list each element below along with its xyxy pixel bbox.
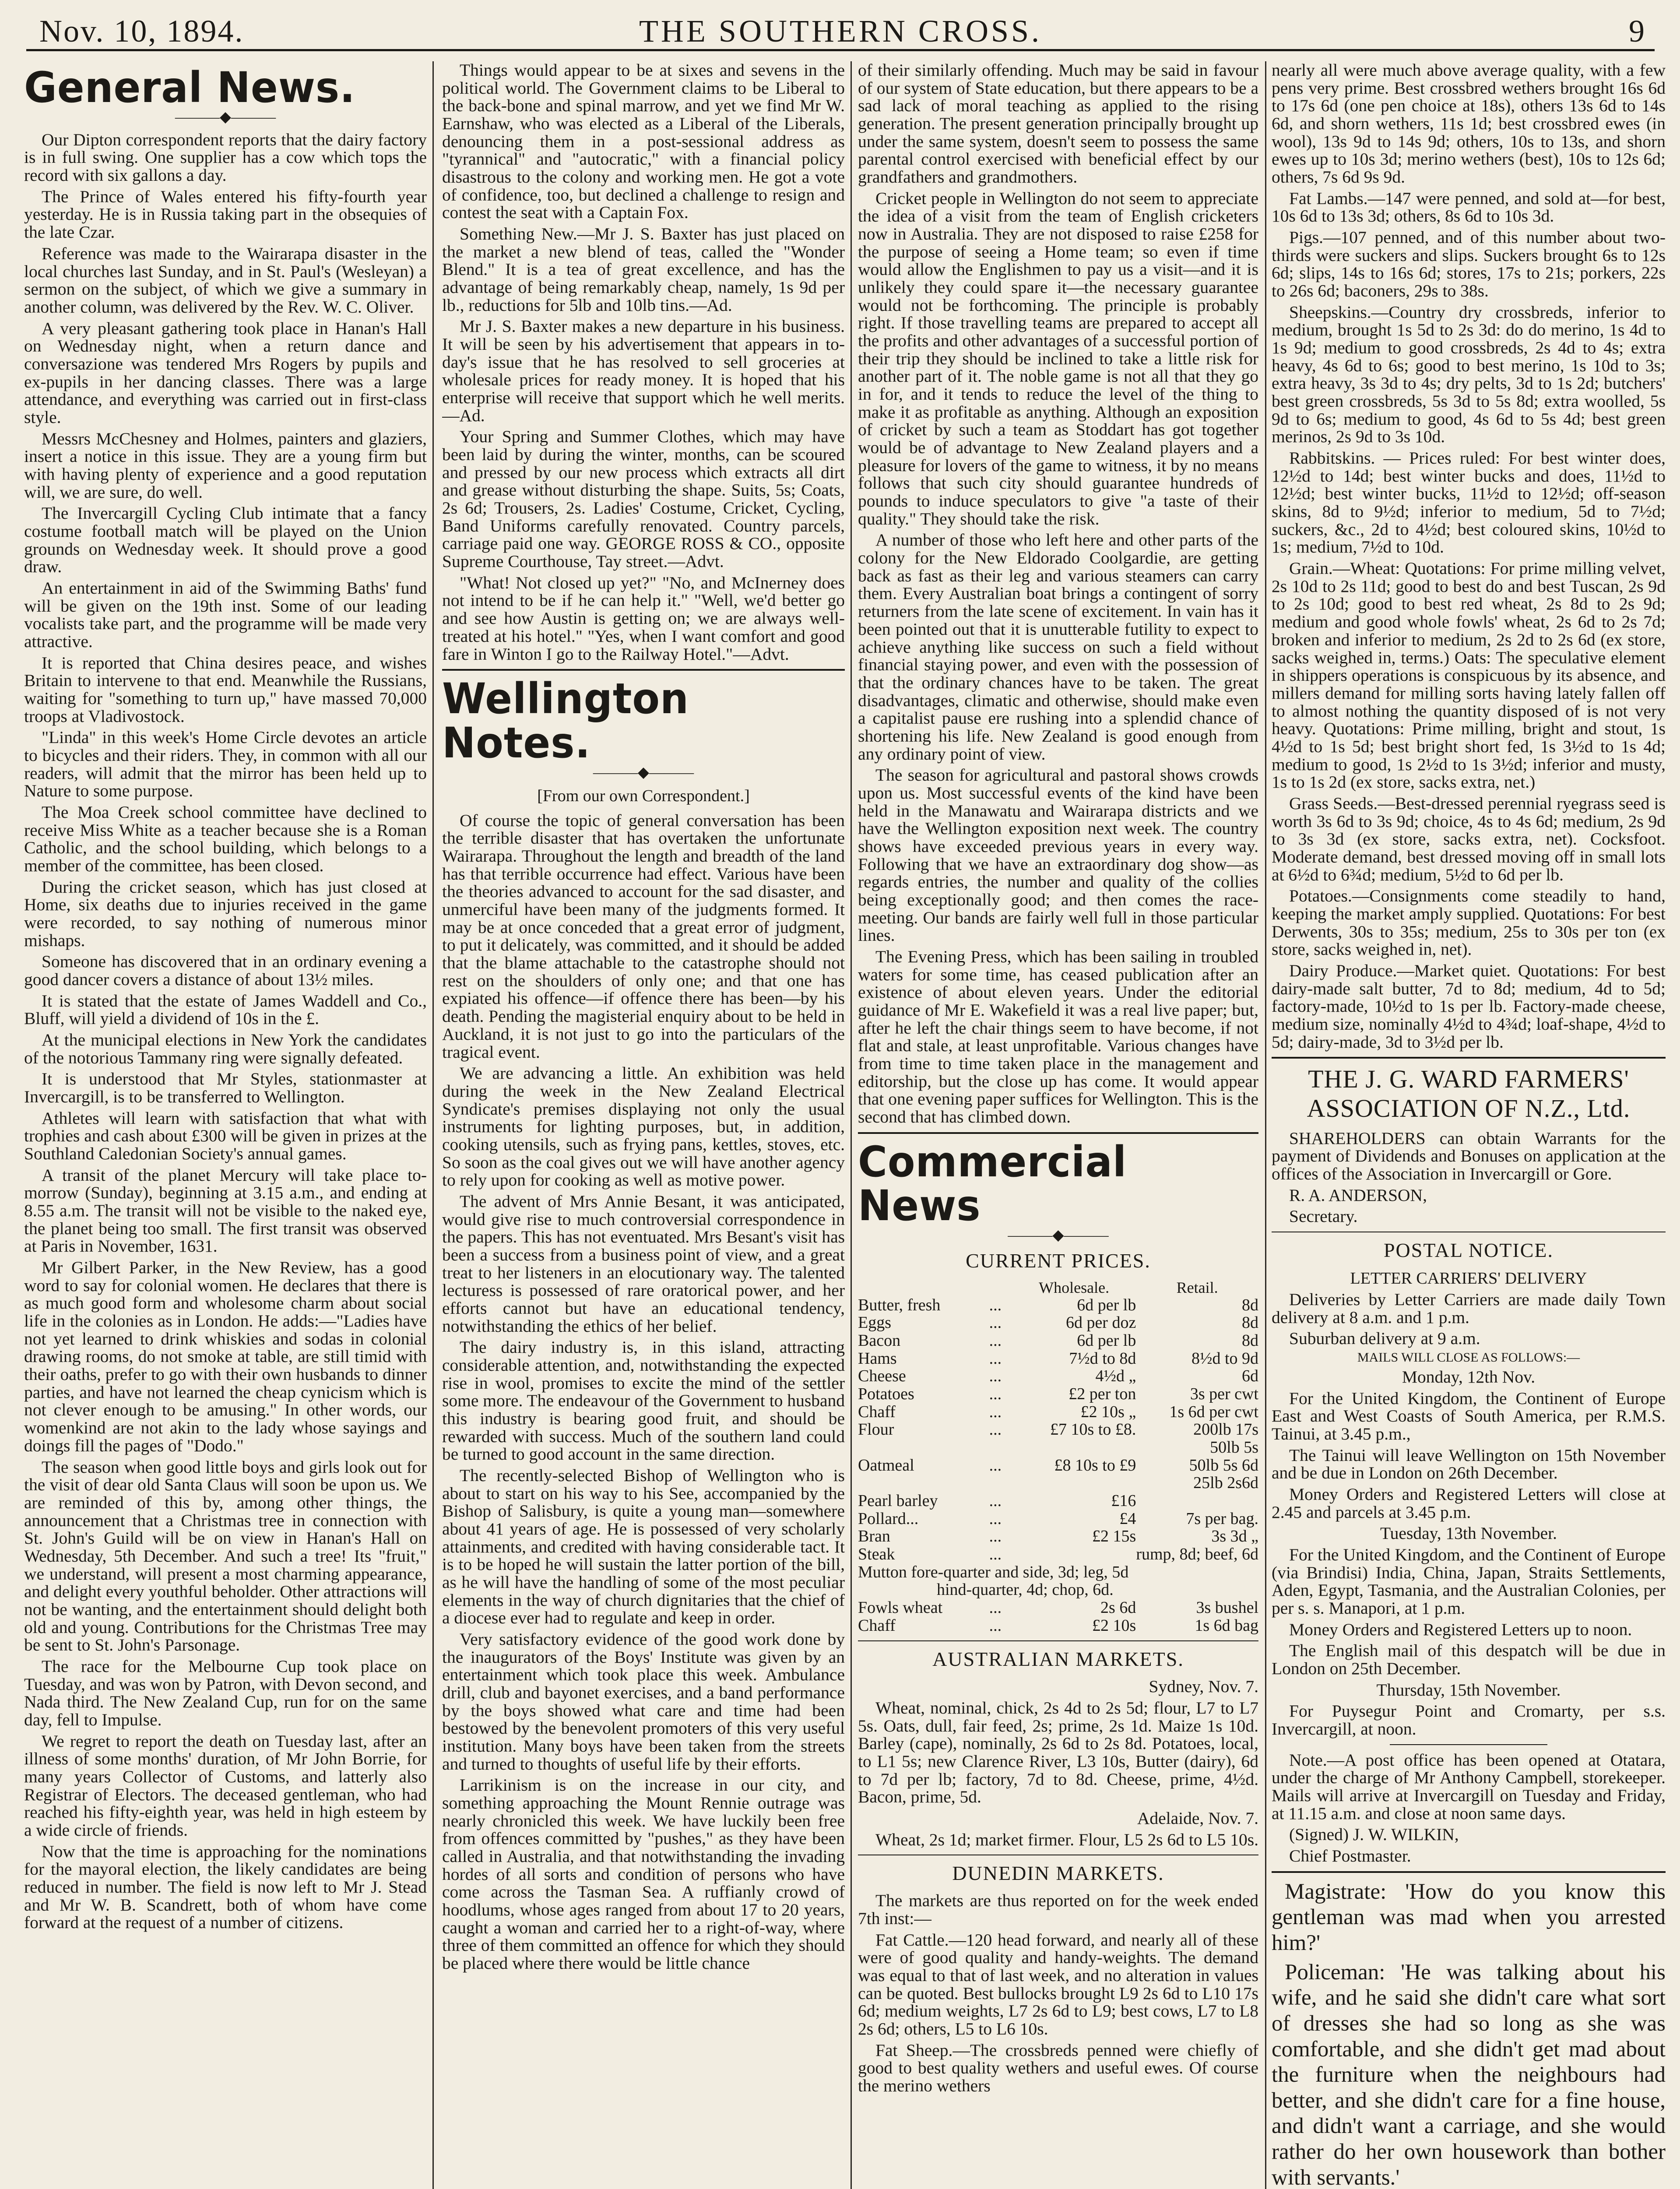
table-cell: rump, 8d; beef, 6d bbox=[1136, 1545, 1258, 1563]
news-paragraph: The season for agricultural and pastoral shows crowds upon us. Most successful events of the kind have been held in the Manawatu and Wairarapa districts and we have the Wellington exposition next week. The country shows have exceeded previous years in every way. Following that we have an extraordinary dog show—as regards entries, the number and quality of the collies being exceptionally good; and then comes the race-meeting. Our bands are fairly well full in those particular lines. bbox=[858, 765, 1258, 945]
market-paragraph: Dairy Produce.—Market quiet. Quotations: For best dairy-made salt butter, 7d to 8d; medium, 4d to 5d; factory-made, 10½d to 1s per lb. Factory-made cheese, medium size, nominally 4½d to 4¾d; loaf-shape, 4½d to 5d; dairy-made, 3d to 3½d per lb. bbox=[1272, 961, 1666, 1052]
dunedin-markets-title: DUNEDIN MARKETS. bbox=[952, 1862, 1164, 1885]
table-cell bbox=[1136, 1492, 1258, 1510]
column-2 bbox=[442, 61, 845, 2189]
table-cell: Butter, fresh bbox=[858, 1295, 941, 1314]
postal-notice-title: POSTAL NOTICE. bbox=[1383, 1239, 1554, 1262]
table-cell: Bacon bbox=[858, 1331, 901, 1350]
table-header: Retail. bbox=[1176, 1279, 1218, 1297]
ward-association-title: THE J. G. WARD FARMERS' ASSOCIATION OF N.Z., Ltd. bbox=[1307, 1065, 1631, 1123]
section-rule bbox=[858, 1132, 1258, 1134]
table-cell bbox=[1012, 1474, 1136, 1492]
table-cell: Fowls wheat bbox=[858, 1598, 943, 1617]
table-row bbox=[858, 1439, 1258, 1457]
news-paragraph: Things would appear to be at sixes and sevens in the political world. The Government claims to be Liberal to the back-bone and spinal marrow, and yet we find Mr W. Earnshaw, who was elected as a Liberal of the Liberals, denouncing them in a post-sessional address as "tyrannical" and "autocratic," with a financial policy disastrous to the colony and working men. He got a vote of confidence, too, but declined a challenge to resign and contest the seat with a Captain Fox. bbox=[442, 61, 845, 222]
table-row bbox=[858, 1314, 1258, 1332]
table-cell: ... bbox=[989, 1331, 1002, 1350]
table-cell: £2 per ton bbox=[1068, 1385, 1136, 1404]
news-paragraph: Our Dipton correspondent reports that the dairy factory is in full swing. One supplier has a cow which tops the record with six gallons a day. bbox=[24, 130, 427, 185]
postal-line: Money Orders and Registered Letters up to noon. bbox=[1289, 1619, 1632, 1639]
table-cell: Pollard... bbox=[858, 1509, 919, 1528]
section-rule bbox=[1272, 1871, 1666, 1873]
table-row bbox=[858, 1367, 1258, 1385]
adelaide-report: Wheat, 2s 1d; market firmer. Flour, L5 2s 6d to L5 10s. bbox=[875, 1830, 1258, 1849]
section-rule bbox=[1390, 1744, 1547, 1745]
table-cell: 50lb 5s bbox=[1210, 1438, 1258, 1457]
news-paragraph: Cricket people in Wellington do not seem to appreciate the idea of a visit from the team of English cricketers now in Australia. They are not disposed to raise £258 for the purpose of seeing a Home team; so even if time would allow the Englishmen to pay us a visit—and it is unlikely they could spare it—the necessary guarantee would not be forthcoming. The principle is probably right. If those travelling teams are prepared to accept all the profits and other advantages of a successful portion of their trip they should be inclined to take a little risk for another part of it. The noble game is not all that they go in for, and it tends to reduce the level of the thing to make it as profitable as anything. Although an exposition of cricket by such a team as Stoddart has got together would be of advantage to New Zealand players and a pleasure for lovers of the game to witness, it by no means follows that such city should guarantee hundreds of pounds to induce speculators to give "a taste of their quality." They should take the risk. bbox=[858, 188, 1258, 528]
table-cell: ... bbox=[989, 1527, 1002, 1546]
news-paragraph: Mr Gilbert Parker, in the New Review, has a good word to say for colonial women. He declares that there is as much good form and wholesome charm about social life in the colonies as in London. He adds:—"Ladies have not yet learned to drink whiskies and sodas in colonial drawing rooms, do not smoke at table, are still timid with their oaths, prefer to go with their own husbands to dinner parties, and have not learned the cheap cynicism which is not clever enough to be amusing." In other words, our womenkind are not akin to the lady whose sayings and doings fill the pages of "Dodo." bbox=[24, 1258, 427, 1455]
notice-signature: R. A. ANDERSON, bbox=[1289, 1185, 1427, 1205]
postal-line: Suburban delivery at 9 a.m. bbox=[1289, 1329, 1480, 1348]
joke-paragraph: Policeman: 'He was talking about his wife, and he said she didn't care what sort of dresses she had so long as she was comfortable, and she didn't get mad about the furniture when the neighbours had better, and she didn't care for a fine house, and didn't want a carriage, and she would rather do her own housework than bother with servants.' bbox=[1272, 1960, 1666, 2189]
postal-signature-title: Chief Postmaster. bbox=[1289, 1846, 1411, 1866]
column-3 bbox=[858, 61, 1258, 2189]
table-cell bbox=[858, 1439, 989, 1457]
section-rule bbox=[1272, 1057, 1666, 1059]
table-cell: 2s 6d bbox=[1100, 1598, 1136, 1617]
table-cell: 4½d „ bbox=[1095, 1367, 1136, 1386]
news-paragraph: A transit of the planet Mercury will take place to-morrow (Sunday), beginning at 3.15 a.m., and ending at 8.55 a.m. The transit will not be visible to the naked eye, the planet being too small. The first transit was observed at Paris in November, 1631. bbox=[24, 1165, 427, 1256]
table-cell: £8 10s to £9 bbox=[1054, 1456, 1136, 1475]
table-cell: 6d per doz bbox=[1065, 1313, 1136, 1332]
table-cell: Pearl barley bbox=[858, 1491, 938, 1510]
table-row bbox=[858, 1332, 1258, 1350]
wellington-notes-heading: Wellington Notes. bbox=[442, 674, 689, 767]
notice-role: Secretary. bbox=[1289, 1207, 1358, 1226]
column-rule bbox=[851, 61, 852, 2189]
table-cell: ... bbox=[989, 1491, 1002, 1510]
market-paragraph: Pigs.—107 penned, and of this number about two-thirds were suckers and slips. Suckers brought 6s to 12s 6d; slips, 14s to 16s 6d; stores, 17s to 21s; porkers, 22s to 26s 6d; baconers, 29s to 38s. bbox=[1272, 228, 1666, 301]
table-row bbox=[858, 1527, 1258, 1545]
table-cell: Hams bbox=[858, 1349, 897, 1368]
news-paragraph: It is understood that Mr Styles, stationmaster at Invercargill, is to be transferred to Wellington. bbox=[24, 1069, 427, 1107]
page-number: 9 bbox=[1629, 14, 1646, 49]
joke-paragraph: Magistrate: 'How do you know this gentleman was mad when you arrested him?' bbox=[1272, 1879, 1666, 1955]
postal-line: For Puysegur Point and Cromarty, per s.s. Invercargill, at noon. bbox=[1272, 1701, 1666, 1739]
news-paragraph: Someone has discovered that in an ordinary evening a good dancer covers a distance of about 13½ miles. bbox=[24, 952, 427, 989]
table-cell bbox=[1012, 1545, 1136, 1563]
news-paragraph: Very satisfactory evidence of the good work done by the inaugurators of the Boys' Institute was given by an entertainment which took place this week. Ambulance drill, club and bayonet exercises, and a band performance by the boys showed what care and time had been bestowed by the benevolent promoters of this very useful institution. Many boys have been taken from the streets and turned to thoughts of useful life by their efforts. bbox=[442, 1629, 845, 1774]
table-row bbox=[858, 1563, 1258, 1581]
news-paragraph: The Evening Press, which has been sailing in troubled waters for some time, has ceased publication after an existence of about eleven years. Under the editorial guidance of Mr E. Wakefield it was a real live paper; but, after he left the chair things seem to have become, if not flat and stale, at least unprofitable. Various changes have from time to time taken place in the management and editorship, but the close up has come. It would appear that one evening paper suffices for Wellington. This is the second that has climbed down. bbox=[858, 947, 1258, 1126]
adelaide-dateline: Adelaide, Nov. 7. bbox=[1137, 1808, 1258, 1828]
table-row bbox=[858, 1599, 1258, 1617]
table-cell: ... bbox=[989, 1385, 1002, 1404]
table-row bbox=[858, 1296, 1258, 1314]
table-row bbox=[858, 1581, 1258, 1599]
table-cell: £2 10s „ bbox=[1080, 1402, 1136, 1421]
column-1 bbox=[24, 61, 427, 2189]
news-paragraph: At the municipal elections in New York the candidates of the notorious Tammany ring were signally defeated. bbox=[24, 1030, 427, 1067]
table-cell bbox=[989, 1474, 1012, 1492]
market-paragraph: Fat Cattle.—120 head forward, and nearly all of these were of good quality and handy-weights. The demand was equal to that of last week, and no alteration in values can be quoted. Best bullocks brought L9 2s 6d to L10 17s 6d; medium weights, L7 2s 6d to L9; best cows, L7 to L8 2s 6d; others, L5 to L6 10s. bbox=[858, 1930, 1258, 2038]
column-rule bbox=[432, 61, 434, 2189]
postal-line: Tuesday, 13th November. bbox=[1380, 1524, 1557, 1543]
postal-line: The English mail of this despatch will be due in London on 25th December. bbox=[1272, 1641, 1666, 1678]
column-rule bbox=[1265, 61, 1266, 2189]
table-cell: 1s 6d per cwt bbox=[1169, 1402, 1258, 1421]
australian-markets-title: AUSTRALIAN MARKETS. bbox=[932, 1648, 1184, 1671]
general-news-body bbox=[24, 131, 427, 1932]
table-row bbox=[858, 1350, 1258, 1368]
news-paragraph: The recently-selected Bishop of Wellington who is about to start on his way to his See, accompanied by the Bishop of Salisbury, is quite a young man—somewhere about 41 years of age. He is possessed of very scholarly attainments, and credited with having considerable tact. It is to be hoped he will sustain the latter portion of the bill, as he will have the handling of some of the most peculiar elements in the way of church dignitaries that the chief of a diocese ever had to regulate and keep in order. bbox=[442, 1465, 845, 1628]
table-cell: 3s bushel bbox=[1196, 1598, 1258, 1617]
commercial-news-heading: Commercial News bbox=[858, 1137, 1127, 1231]
news-paragraph: It is stated that the estate of James Waddell and Co., Bluff, will yield a dividend of 10s in the £. bbox=[24, 991, 427, 1028]
news-paragraph: The season when good little boys and girls look out for the visit of dear old Santa Claus will soon be upon us. We are reminded of this by, among other things, the announcement that a Christmas tree in connection with St. John's Guild will be on view in Hanan's Hall on Wednesday, 5th December. And such a tree! Its "fruit," we understand, will present a most charming appearance, and delight every youthful beholder. Other attractions will not be wanting, and the entertainment should delight both old and young. Contributions for the Christmas Tree may be sent to St. John's Parsonage. bbox=[24, 1457, 427, 1655]
table-cell: 200lb 17s bbox=[1193, 1420, 1258, 1439]
ornament-divider: ———◆——— bbox=[1008, 1227, 1109, 1244]
postal-signature: (Signed) J. W. WILKIN, bbox=[1289, 1825, 1459, 1844]
table-header: Wholesale. bbox=[1039, 1279, 1110, 1297]
market-paragraph: Fat Lambs.—147 were penned, and sold at—for best, 10s 6d to 13s 3d; others, 8s 6d to 10s 3d. bbox=[1272, 188, 1666, 226]
table-cell bbox=[858, 1474, 989, 1492]
table-cell bbox=[989, 1439, 1012, 1457]
column-4 bbox=[1272, 61, 1666, 2189]
current-prices-table bbox=[858, 1279, 1258, 1634]
current-prices-title: CURRENT PRICES. bbox=[966, 1249, 1151, 1272]
postal-line: Money Orders and Registered Letters will close at 2.45 and parcels at 3.45 p.m. bbox=[1272, 1484, 1666, 1522]
sydney-report: Wheat, nominal, chick, 2s 4d to 2s 5d; flour, L7 to L7 5s. Oats, dull, fair feed, 2s; prime, 2s 1d. Maize 1s 10d. Barley (cape), nominally, 2s 6d to 2s 8d. Potatoes, local, to L1 5s; new Clarence River, L3 10s, Butter (dairy), 6d to 7d per lb; factory, 7d to 8d. Cheese, prime, 4½d. Bacon, prime, 5d. bbox=[858, 1698, 1258, 1807]
market-paragraph: Fat Sheep.—The crossbreds penned were chiefly of good to best quality wethers and useful ewes. Of course the merino wethers bbox=[858, 2040, 1258, 2095]
table-cell: 6d per lb bbox=[1077, 1295, 1136, 1314]
correspondent-byline: [From our own Correspondent.] bbox=[537, 786, 750, 805]
table-cell: 6d per lb bbox=[1077, 1331, 1136, 1350]
table-cell: hind-quarter, 4d; chop, 6d. bbox=[937, 1580, 1114, 1599]
ornament-divider: ———◆——— bbox=[175, 109, 276, 125]
table-cell: £7 10s to £8. bbox=[1050, 1420, 1136, 1439]
table-row bbox=[858, 1385, 1258, 1403]
prices-table-body bbox=[858, 1296, 1258, 1634]
ornament-divider: ———◆——— bbox=[593, 764, 694, 781]
table-row bbox=[858, 1492, 1258, 1510]
masthead bbox=[26, 10, 1655, 51]
market-paragraph: Rabbitskins. — Prices ruled: For best winter does, 12½d to 14d; best winter bucks and does, 11½d to 12½d; best winter bucks, 11½d to 12½d; off-season skins, 8d to 9½d; inferior to medium, 5d to 7½d; suckers, &c., 2d to 4½d; best coloured skins, 10½d to 1s; medium, 7½d to 10d. bbox=[1272, 448, 1666, 557]
issue-date: Nov. 10, 1894. bbox=[39, 14, 244, 49]
ward-association-notice: SHAREHOLDERS can obtain Warrants for the payment of Dividends and Bonuses on application at the offices of the Association in Invercargill or Gore. bbox=[1272, 1128, 1666, 1183]
advert-paragraph: Mr J. S. Baxter makes a new departure in his business. It will be seen by his advertisement that appears in to-day's issue that he has resolved to sell groceries at wholesale prices for ready money. It is hoped that his enterprise will receive that support which he well merits.—Ad. bbox=[442, 317, 845, 425]
table-row bbox=[858, 1403, 1258, 1421]
news-paragraph: An entertainment in aid of the Swimming Baths' fund will be given on the 19th inst. Some of our leading vocalists take part, and the programme will be made very attractive. bbox=[24, 578, 427, 651]
table-cell: ... bbox=[989, 1509, 1002, 1528]
postal-line: Note.—A post office has been opened at Otatara, under the charge of Mr Anthony Campbell, storekeeper. Mails will arrive at Invercargill on Tuesday and Friday, at 11.15 a.m. and close at noon same days. bbox=[1272, 1750, 1666, 1823]
news-paragraph: "Linda" in this week's Home Circle devotes an article to bicycles and their riders. They, in common with all our readers, will admit that the mirror has been held up to Nature to some purpose. bbox=[24, 728, 427, 801]
postal-line: Deliveries by Letter Carriers are made daily Town delivery at 8 a.m. and 1 p.m. bbox=[1272, 1290, 1666, 1327]
news-paragraph: The Moa Creek school committee have declined to receive Miss White as a teacher because she is a Roman Catholic, and the school building, which belongs to a member of the committee, has been closed. bbox=[24, 802, 427, 875]
market-paragraph: nearly all were much above average quality, with a few pens very prime. Best crossbred wethers brought 16s 6d to 17s 6d (one pen choice at 18s), others 13s 6d to 14s 6d, and shorn wethers, 11s 1d; best crossbred ewes (in wool), 13s 9d to 14s 9d; others, 10s to 13s, and shorn ewes up to 10s 3d; merino wethers (best), 10s to 12s 6d; others, 7s 6d 9s 9d. bbox=[1272, 61, 1666, 187]
news-paragraph: We are advancing a little. An exhibition was held during the week in the New Zealand Electrical Syndicate's premises displaying not only the usual instruments for lighting purposes, but, in addition, cooking utensils, such as frying pans, kettles, stoves, etc. So soon as the coal gives out we will have another agency to rely upon for cooking as well as motive power. bbox=[442, 1063, 845, 1190]
table-cell: Potatoes bbox=[858, 1385, 914, 1404]
table-cell: ... bbox=[989, 1616, 1002, 1635]
table-header-row bbox=[858, 1279, 1258, 1296]
table-cell: ... bbox=[989, 1349, 1002, 1368]
postal-line: For the United Kingdom, and the Continent of Europe (via Brindisi) India, China, Japan, Straits Settlements, Aden, Egypt, Tasmania, and the Australian Colonies, per per s. s. Manapori, at 1 p.m. bbox=[1272, 1545, 1666, 1618]
table-header bbox=[858, 1279, 989, 1296]
table-cell: 3s per cwt bbox=[1190, 1385, 1258, 1404]
table-cell: ... bbox=[989, 1545, 1002, 1563]
table-cell: £2 10s bbox=[1092, 1616, 1136, 1635]
news-paragraph: The advent of Mrs Annie Besant, it was anticipated, would give rise to much controversial correspondence in the papers. This has not eventuated. Mrs Besant's visit has been a success from a business point of view, and a great treat to her listeners in an elocutionary way. The talented lecturess is possessed of rare oratorical power, and her efforts cannot but have an educational tendency, notwithstanding the ethics of her belief. bbox=[442, 1191, 845, 1336]
table-cell: ... bbox=[989, 1598, 1002, 1617]
market-paragraph: Grain.—Wheat: Quotations: For prime milling velvet, 2s 10d to 2s 11d; good to best do and best Tuscan, 2s 9d to 2s 10d; good to best red wheat, 2s 8d to 2s 9d; medium and good whole fowls' wheat, 2s 6d to 2s 7d; broken and inferior to medium, 2s 2d to 2s 6d (ex store, sacks weighed in, terms.) Oats: The speculative element in shippers operations is conspicuous by its absence, and millers demand for milling sorts having lately fallen off to almost nothing the quantity disposed of is not very heavy. Quotations: Prime milling, bright and stout, 1s 4½d to 1s 5d; best bright short fed, 1s 3½d to 1s 4d; medium to good, 1s 2½d to 1s 3½d; inferior and musty, 1s to 1s 2d (ex store, sacks extra, net.) bbox=[1272, 559, 1666, 792]
postal-line: The Tainui will leave Wellington on 15th November and be due in London on 26th December. bbox=[1272, 1445, 1666, 1483]
table-cell: 8½d to 9d bbox=[1191, 1349, 1258, 1368]
table-cell: Bran bbox=[858, 1527, 890, 1546]
advert-paragraph: "What! Not closed up yet?" "No, and McInerney does not intend to be if he can help it." "Well, we'd better go and see how Austin is getting on; we are always well-treated at his hotel." "Yes, when I want comfort and good fare in Winton I go to the Railway Hotel."—Advt. bbox=[442, 573, 845, 664]
news-paragraph: Reference was made to the Wairarapa disaster in the local churches last Sunday, and in St. Paul's (Wesleyan) a sermon on the subject, of which we give a summary in another column, was delivered by the Rev. W. C. Oliver. bbox=[24, 243, 427, 317]
table-cell: ... bbox=[989, 1313, 1002, 1332]
table-cell: 7½d to 8d bbox=[1069, 1349, 1136, 1368]
news-paragraph: The race for the Melbourne Cup took place on Tuesday, and was won by Patron, with Devon second, and Nada third. The New Zealand Cup, run for on the same day, fell to Impulse. bbox=[24, 1656, 427, 1729]
table-cell: 25lb 2s6d bbox=[1193, 1474, 1258, 1492]
market-paragraph: Grass Seeds.—Best-dressed perennial ryegrass seed is worth 3s 6d to 3s 9d; choice, 4s to 4s 6d; medium, 2s 9d to 3s 3d (ex store, sacks extra, net). Cocksfoot. Moderate demand, best dressed moving off in small lots at 6½d to 6¾d; medium, 5½d to 6d per lb. bbox=[1272, 793, 1666, 884]
table-cell: 8d bbox=[1242, 1331, 1258, 1350]
table-cell: Mutton fore-quarter and side, 3d; leg, 5d bbox=[858, 1563, 1129, 1581]
table-row bbox=[858, 1421, 1258, 1439]
advert-paragraph: Your Spring and Summer Clothes, which may have been laid by during the winter, months, can be scoured and pressed by our new process which extracts all dirt and grease without disturbing the shape. Suits, 5s; Coats, 2s 6d; Trousers, 2s. Ladies' Costume, Cricket, Cycling, Band Uniforms carefully renovated. Country parcels, carriage paid one way. GEORGE ROSS & CO., opposite Supreme Courthouse, Tay street.—Advt. bbox=[442, 427, 845, 571]
table-cell: Oatmeal bbox=[858, 1456, 914, 1475]
news-paragraph: The Prince of Wales entered his fifty-fourth year yesterday. He is in Russia taking part in the obsequies of the late Czar. bbox=[24, 187, 427, 242]
news-paragraph: Athletes will learn with satisfaction that what with trophies and cash about £300 will be given in prizes at the Southland Caledonian Society's annual games. bbox=[24, 1108, 427, 1164]
table-row bbox=[858, 1457, 1258, 1475]
table-cell: 8d bbox=[1242, 1295, 1258, 1314]
news-paragraph: Messrs McChesney and Holmes, painters and glaziers, insert a notice in this issue. They are a young firm but with having plenty of experience and a good reputation will, we are sure, do well. bbox=[24, 429, 427, 502]
table-cell: Chaff bbox=[858, 1402, 896, 1421]
table-cell: £2 15s bbox=[1092, 1527, 1136, 1546]
table-header bbox=[989, 1279, 1012, 1296]
postal-line: MAILS WILL CLOSE AS FOLLOWS:— bbox=[1357, 1350, 1580, 1365]
news-paragraph: The Invercargill Cycling Club intimate that a fancy costume football match will be played on the Union grounds on Wednesday week. It should prove a good draw. bbox=[24, 503, 427, 577]
postal-line: For the United Kingdom, the Continent of Europe East and West Coasts of South America, per R.M.S. Tainui, at 3.45 p.m., bbox=[1272, 1388, 1666, 1443]
sydney-dateline: Sydney, Nov. 7. bbox=[1149, 1677, 1258, 1696]
section-rule bbox=[858, 1640, 1258, 1641]
table-row bbox=[858, 1545, 1258, 1563]
table-cell: 6d bbox=[1242, 1367, 1258, 1386]
postal-line: Thursday, 15th November. bbox=[1376, 1680, 1561, 1700]
table-cell: ... bbox=[989, 1420, 1002, 1439]
table-cell: ... bbox=[989, 1295, 1002, 1314]
table-cell bbox=[1012, 1439, 1136, 1457]
postal-line: Monday, 12th Nov. bbox=[1402, 1367, 1536, 1387]
news-paragraph: A very pleasant gathering took place in Hanan's Hall on Wednesday night, when a return dance and conversazione was tendered Mrs Rogers by pupils and ex-pupils in her dancing classes. There was a large attendance, and everything was carried out in first-class style. bbox=[24, 318, 427, 427]
table-cell: 50lb 5s 6d bbox=[1189, 1456, 1258, 1475]
table-cell: Flour bbox=[858, 1420, 894, 1439]
table-cell: 1s 6d bag bbox=[1195, 1616, 1258, 1635]
news-paragraph: The dairy industry is, in this island, attracting considerable attention, and, notwithstanding the expected rise in wool, promises to excite the mind of the settler some more. The endeavour of the Government to husband this industry is bearing good fruit, and should be rewarded with success. Much of the southern land could be turned to good account in the same direction. bbox=[442, 1337, 845, 1464]
news-paragraph: During the cricket season, which has just closed at Home, six deaths due to injuries received in the game were recorded, to say nothing of numerous minor mishaps. bbox=[24, 877, 427, 950]
table-cell: Chaff bbox=[858, 1616, 896, 1635]
table-cell: Cheese bbox=[858, 1367, 906, 1386]
market-paragraph: Potatoes.—Consignments come steadily to hand, keeping the market amply supplied. Quotations: For best Derwents, 30s to 35s; medium, 25s to 30s per ton (ex store, sacks weighed in, net). bbox=[1272, 886, 1666, 959]
news-paragraph: Of course the topic of general conversation has been the terrible disaster that has overtaken the unfortunate Wairarapa. Throughout the length and breadth of the land has that terrible occurrence had effect. Various have been the theories advanced to account for the sad disaster, and unmerciful have been many of the judgments formed. It may be at once conceded that a great error of judgment, to put it delicately, was committed, and it should be added that the blame attachable to the catastrophe should not rest on the shoulders of only one; and that one has expiated his offence—if offence there has been—by his death. Pending the magisterial enquiry about to be held in Auckland, it is not just to go into the particulars of the tragical event. bbox=[442, 810, 845, 1062]
table-cell: Steak bbox=[858, 1545, 895, 1563]
table-cell: 3s 3d „ bbox=[1211, 1527, 1258, 1546]
market-paragraph: The markets are thus reported on for the week ended 7th inst:— bbox=[858, 1891, 1258, 1928]
table-cell: £16 bbox=[1111, 1491, 1136, 1510]
general-news-heading: General News. bbox=[24, 63, 355, 112]
table-cell: 7s per bag. bbox=[1186, 1509, 1258, 1528]
section-rule bbox=[442, 669, 845, 671]
table-cell: 8d bbox=[1242, 1313, 1258, 1332]
table-row bbox=[858, 1474, 1258, 1492]
table-cell: Eggs bbox=[858, 1313, 891, 1332]
advert-paragraph: Something New.—Mr J. S. Baxter has just placed on the market a new blend of teas, called the "Wonder Blend." It is a tea of great excellence, and has the advantage of being remarkably cheap, namely, 1s 9d per lb., reductions for 5lb and 10lb tins.—Ad. bbox=[442, 224, 845, 315]
table-cell: ... bbox=[989, 1367, 1002, 1386]
paper-title: THE SOUTHERN CROSS. bbox=[639, 14, 1042, 49]
news-paragraph: Larrikinism is on the increase in our city, and something approaching the Mount Rennie outrage was nearly chronicled this week. We have luckily been free from offences committed by "pushes," as they have been called in Australia, and that notwithstanding the invading hordes of all sorts and condition of persons who have come across the Tasman Sea. A ruffianly crowd of hoodlums, whose ages ranged from about 17 to 20 years, caught a woman and carried her to a right-of-way, where three of them committed an offence for which they should be placed where there would be little chance bbox=[442, 1775, 845, 1973]
news-paragraph: It is reported that China desires peace, and wishes Britain to intervene to that end. Meanwhile the Russians, waiting for "something to turn up," have massed 70,000 troops at Vladivostock. bbox=[24, 653, 427, 726]
table-cell: £4 bbox=[1119, 1509, 1136, 1528]
news-paragraph: We regret to report the death on Tuesday last, after an illness of some months' duration, of Mr John Borrie, for many years Collector of Customs, and latterly also Registrar of Electors. The deceased gentleman, who had reached his fifty-eighth year, was held in high esteem by a wide circle of friends. bbox=[24, 1731, 427, 1840]
table-cell: ... bbox=[989, 1456, 1002, 1475]
news-paragraph: Now that the time is approaching for the nominations for the mayoral election, the likely candidates are being reduced in number. The field is now left to Mr J. Stead and Mr W. B. Scandrett, both of whom have come forward at the request of a number of citizens. bbox=[24, 1841, 427, 1932]
news-paragraph: of their similarly offending. Much may be said in favour of our system of State education, but there appears to be a sad lack of moral teaching as applied to the rising generation. The present generation principally brought up under the same system, doesn't seem to possess the same parental control exercised with beneficial effect by our grandfathers and grandmothers. bbox=[858, 61, 1258, 187]
table-row bbox=[858, 1617, 1258, 1635]
postal-notice-subtitle: LETTER CARRIERS' DELIVERY bbox=[1350, 1269, 1587, 1288]
news-paragraph: A number of those who left here and other parts of the colony for the New Eldorado Coolgardie, are getting back as fast as their leg and various steamers can carry them. Every Australian boat brings a contingent of sorry returners from the late scene of excitement. In vain has it been pointed out that it is unutterable futility to expect to achieve anything like success on such a field without financial staying power, and even with the possession of that the ordinary chances have to be taken. The great disadvantages, climatic and otherwise, should make even a capitalist pause ere rushing into a splendid chance of shortening his life. New Zealand is good enough from any ordinary point of view. bbox=[858, 530, 1258, 764]
table-row bbox=[858, 1510, 1258, 1528]
table-cell: ... bbox=[989, 1402, 1002, 1421]
market-paragraph: Sheepskins.—Country dry crossbreds, inferior to medium, brought 1s 5d to 2s 3d: do do merino, 1s 4d to 1s 9d; medium to good crossbreds, 2s 4d to 4s; extra heavy, 4s 6d to 6s; good to best merino, 1s 10d to 3s; extra heavy, 3s 3d to 4s; dry pelts, 3d to 1s 2d; butchers' best green crossbreds, 5s 3d to 5s 8d; extra woolled, 5s 9d to 6s; medium to good, 4s 6d to 5s 4d; best green merinos, 2s 9d to 3s 10d. bbox=[1272, 302, 1666, 447]
